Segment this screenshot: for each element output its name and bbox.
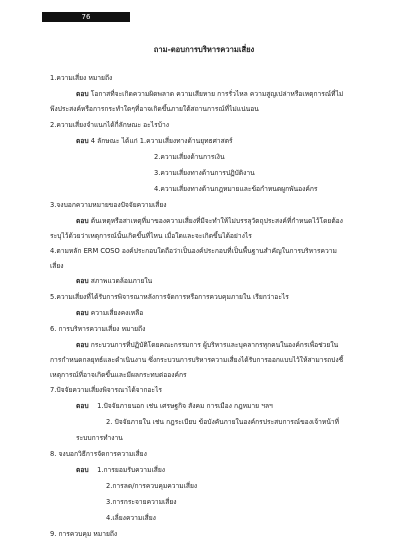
page-number-bar xyxy=(42,12,130,22)
answer-label: ตอบ xyxy=(76,309,89,317)
answer-7-item-1-text: 1.ปัจจัยภายนอก เช่น เศรษฐกิจ สังคม การเมือง กฎหมาย ฯลฯ xyxy=(97,402,273,410)
answer-4-text: สภาพแวดล้อมภายใน xyxy=(90,277,153,285)
answer-3-line-1 xyxy=(76,217,343,226)
question-2: 2.ความเสี่ยงจำแนกได้กี่ลักษณะ อะไรบ้าง xyxy=(50,121,169,129)
question-7: 7.ปัจจัยความเสี่ยงพิจารณาได้จากอะไร xyxy=(50,386,162,394)
page-title: ถาม-ตอบการบริหารความเสี่ยง xyxy=(153,45,255,54)
question-4-line-2: เสี่ยง xyxy=(50,262,64,270)
question-8: 8. จงบอกวิธีการจัดการความเสี่ยง xyxy=(50,450,147,458)
answer-2-intro xyxy=(76,137,233,146)
answer-6-line-1 xyxy=(76,341,338,350)
answer-6-text: กระบวนการที่ปฏิบัติโดยคณะกรรมการ ผู้บริหารและบุคลากรทุกคนในองค์กรเพื่อช่วยใน xyxy=(90,341,339,349)
answer-label: ตอบ xyxy=(76,466,89,474)
answer-label: ตอบ xyxy=(76,402,89,410)
answer-label: ตอบ xyxy=(76,341,89,349)
answer-1-line-1 xyxy=(76,90,343,99)
answer-8-item-4: 4.เลี่ยงความเสี่ยง xyxy=(106,514,156,522)
answer-8-item-3: 3.การกระจายความเสี่ยง xyxy=(106,498,177,506)
answer-7-item-2-line-2: ระบบการทำงาน xyxy=(76,434,123,442)
question-4-line-1: 4.ตามหลัก ERM COSO องค์ประกอบใดถือว่าเป็นองค์ประกอบที่เป็นพื้นฐานสำคัญในการบริหารความ xyxy=(50,247,337,255)
question-1: 1.ความเสี่ยง หมายถึง xyxy=(50,74,113,82)
page-number: 76 xyxy=(81,13,91,21)
answer-8-item-1 xyxy=(76,466,165,475)
answer-6-line-3: เหตุการณ์ที่อาจเกิดขึ้นและมีผลกระทบต่อองค์กร xyxy=(50,371,187,379)
question-9: 9. การควบคุม หมายถึง xyxy=(50,530,118,538)
answer-7-item-2-line-1: 2. ปัจจัยภายใน เช่น กฎระเบียบ ข้อบังคับภายในองค์กรประสบการณ์ของเจ้าหน้าที่ xyxy=(106,418,340,426)
answer-5 xyxy=(76,309,143,318)
answer-4 xyxy=(76,277,152,286)
answer-6-line-2: การกำหนดกลยุทธ์และดำเนินงาน ซึ่งกระบวนการบริหารความเสี่ยงได้รับการออกแบบไว้ให้สามารถบ่งชี้ xyxy=(50,356,344,364)
answer-8-item-1-text: 1.การยอมรับความเสี่ยง xyxy=(97,466,166,474)
answer-2-item-2: 2.ความเสี่ยงด้านการเงิน xyxy=(154,153,225,161)
answer-7-item-1 xyxy=(76,402,273,411)
answer-3-text: ต้นเหตุหรือสาเหตุที่มาของความเสี่ยงที่มีจะทำให้ไม่บรรลุวัตถุประสงค์ที่กำหนดไว้โดยต้อง xyxy=(90,217,343,225)
answer-label: ตอบ xyxy=(76,90,89,98)
answer-5-text: ความเสี่ยงคงเหลือ xyxy=(90,309,144,317)
question-3: 3.จงบอกความหมายของปัจจัยความเสี่ยง xyxy=(50,201,167,209)
question-5: 5.ความเสี่ยงที่ได้รับการพิจารณาหลังการจัดการหรือการควบคุมภายใน เรียกว่าอะไร xyxy=(50,293,289,301)
answer-1-text: โอกาสที่จะเกิดความผิดพลาด ความเสียหาย การรั่วไหล ความสูญเปล่าหรือเหตุการณ์ที่ไม่ xyxy=(90,90,344,98)
answer-2-item-3: 3.ความเสี่ยงทางด้านการปฏิบัติงาน xyxy=(154,169,255,177)
answer-8-item-2: 2.การลด/การควบคุมความเสี่ยง xyxy=(106,482,198,490)
answer-label: ตอบ xyxy=(76,217,89,225)
question-6: 6. การบริหารความเสี่ยง หมายถึง xyxy=(50,325,146,333)
answer-1-line-2: พึงประสงค์หรือการกระทำใดๆที่อาจเกิดขึ้นภายใต้สถานการณ์ที่ไม่แน่นอน xyxy=(50,105,259,113)
answer-label: ตอบ xyxy=(76,137,89,145)
answer-2-item-4: 4.ความเสี่ยงทางด้านกฎหมายและข้อกำหนดผูกพันองค์กร xyxy=(154,185,318,193)
answer-2-text: 4 ลักษณะ ได้แก่ 1.ความเสี่ยงทางด้านยุทธศาสตร์ xyxy=(90,137,233,145)
answer-label: ตอบ xyxy=(76,277,89,285)
answer-3-line-2: ระบุไว้ด้วยว่าเหตุการณ์นั้นเกิดขึ้นที่ไหน เมื่อใดและจะเกิดขึ้นได้อย่างไร xyxy=(50,232,252,240)
